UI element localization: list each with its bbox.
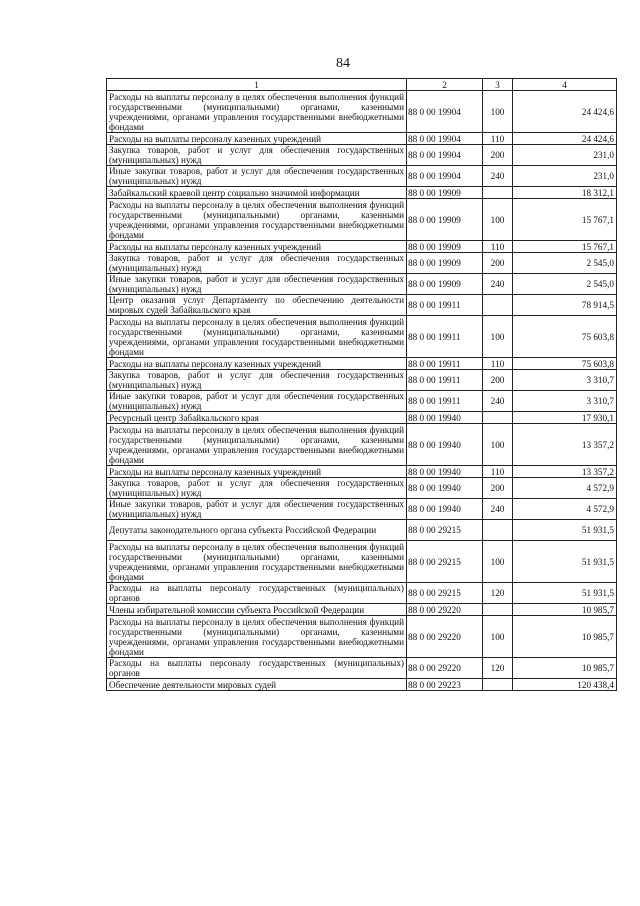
table-row	[107, 604, 617, 616]
row-name: Забайкальский краевой центр социально значимой информации	[107, 187, 407, 199]
row-type: 110	[483, 133, 513, 145]
row-code: 88 0 00 19904	[407, 145, 483, 166]
row-type: 200	[483, 253, 513, 274]
table-row	[107, 133, 617, 145]
column-header-code: 2	[407, 79, 483, 91]
row-type: 240	[483, 166, 513, 187]
table-row	[107, 658, 617, 679]
row-type: 240	[483, 499, 513, 520]
row-type: 100	[483, 424, 513, 466]
table-row	[107, 478, 617, 499]
row-type: 100	[483, 541, 513, 583]
table-row	[107, 391, 617, 412]
row-code: 88 0 00 19911	[407, 295, 483, 316]
row-type	[483, 679, 513, 691]
row-type: 200	[483, 478, 513, 499]
table-row	[107, 295, 617, 316]
row-amount: 10 985,7	[513, 658, 617, 679]
row-code: 88 0 00 19909	[407, 241, 483, 253]
row-code: 88 0 00 29220	[407, 658, 483, 679]
row-type: 200	[483, 370, 513, 391]
row-type: 200	[483, 145, 513, 166]
row-code: 88 0 00 19904	[407, 133, 483, 145]
row-name: Ресурсный центр Забайкальского края	[107, 412, 407, 424]
row-amount: 75 603,8	[513, 316, 617, 358]
row-amount: 15 767,1	[513, 199, 617, 241]
row-code: 88 0 00 19909	[407, 199, 483, 241]
row-name: Расходы на выплаты персоналу в целях обеспечения выполнения функций государственными (муниципальными) органами, казенными учреждениями, органами управления государственными внебюджетными фондами	[107, 199, 407, 241]
row-amount: 75 603,8	[513, 358, 617, 370]
row-amount: 17 930,1	[513, 412, 617, 424]
row-type	[483, 295, 513, 316]
row-name: Расходы на выплаты персоналу в целях обеспечения выполнения функций государственными (муниципальными) органами, казенными учреждениями, органами управления государственными внебюджетными фондами	[107, 424, 407, 466]
row-name: Иные закупки товаров, работ и услуг для обеспечения государственных (муниципальных) нужд	[107, 166, 407, 187]
row-name: Расходы на выплаты персоналу в целях обеспечения выполнения функций государственными (муниципальными) органами, казенными учреждениями, органами управления государственными внебюджетными фондами	[107, 541, 407, 583]
table-row	[107, 412, 617, 424]
table-row	[107, 274, 617, 295]
row-name: Иные закупки товаров, работ и услуг для обеспечения государственных (муниципальных) нужд	[107, 391, 407, 412]
table-header-row	[107, 79, 617, 91]
row-amount: 24 424,6	[513, 133, 617, 145]
row-type: 100	[483, 199, 513, 241]
row-type: 100	[483, 616, 513, 658]
row-code: 88 0 00 19940	[407, 478, 483, 499]
row-type	[483, 520, 513, 541]
row-code: 88 0 00 19940	[407, 412, 483, 424]
row-code: 88 0 00 29220	[407, 604, 483, 616]
row-type: 120	[483, 658, 513, 679]
row-amount: 231,0	[513, 145, 617, 166]
row-amount: 3 310,7	[513, 370, 617, 391]
row-amount: 231,0	[513, 166, 617, 187]
row-code: 88 0 00 19911	[407, 370, 483, 391]
table-row	[107, 316, 617, 358]
row-amount: 4 572,9	[513, 499, 617, 520]
column-header-name: 1	[107, 79, 407, 91]
row-name: Расходы на выплаты персоналу государственных (муниципальных) органов	[107, 583, 407, 604]
row-name: Иные закупки товаров, работ и услуг для обеспечения государственных (муниципальных) нужд	[107, 499, 407, 520]
row-name: Закупка товаров, работ и услуг для обеспечения государственных (муниципальных) нужд	[107, 253, 407, 274]
row-name: Расходы на выплаты персоналу в целях обеспечения выполнения функций государственными (муниципальными) органами, казенными учреждениями, органами управления государственными внебюджетными фондами	[107, 616, 407, 658]
row-code: 88 0 00 19940	[407, 424, 483, 466]
row-amount: 3 310,7	[513, 391, 617, 412]
row-type: 110	[483, 358, 513, 370]
table-row	[107, 199, 617, 241]
row-code: 88 0 00 19940	[407, 499, 483, 520]
row-type: 110	[483, 241, 513, 253]
table-row	[107, 370, 617, 391]
row-name: Члены избирательной комиссии субъекта Российской Федерации	[107, 604, 407, 616]
row-type	[483, 604, 513, 616]
page-number: 84	[336, 56, 350, 71]
row-type: 110	[483, 466, 513, 478]
row-name: Расходы на выплаты персоналу казенных учреждений	[107, 133, 407, 145]
row-code: 88 0 00 29215	[407, 520, 483, 541]
row-amount: 10 985,7	[513, 616, 617, 658]
row-code: 88 0 00 29223	[407, 679, 483, 691]
row-name: Закупка товаров, работ и услуг для обеспечения государственных (муниципальных) нужд	[107, 145, 407, 166]
table-row	[107, 145, 617, 166]
row-code: 88 0 00 19904	[407, 91, 483, 133]
table-row	[107, 616, 617, 658]
row-amount: 78 914,5	[513, 295, 617, 316]
row-amount: 13 357,2	[513, 424, 617, 466]
table-row	[107, 583, 617, 604]
row-amount: 10 985,7	[513, 604, 617, 616]
table-row	[107, 253, 617, 274]
row-amount: 2 545,0	[513, 253, 617, 274]
row-name: Депутаты законодательного органа субъекта Российской Федерации	[107, 520, 407, 541]
table-row	[107, 466, 617, 478]
column-header-amount: 4	[513, 79, 617, 91]
row-name: Центр оказания услуг Департаменту по обеспечению деятельности мировых судей Забайкальского края	[107, 295, 407, 316]
row-code: 88 0 00 19911	[407, 391, 483, 412]
row-code: 88 0 00 19911	[407, 358, 483, 370]
row-name: Обеспечение деятельности мировых судей	[107, 679, 407, 691]
row-name: Расходы на выплаты персоналу казенных учреждений	[107, 358, 407, 370]
table-row	[107, 166, 617, 187]
row-type: 240	[483, 391, 513, 412]
row-amount: 4 572,9	[513, 478, 617, 499]
row-name: Закупка товаров, работ и услуг для обеспечения государственных (муниципальных) нужд	[107, 370, 407, 391]
row-name: Расходы на выплаты персоналу государственных (муниципальных) органов	[107, 658, 407, 679]
row-type: 120	[483, 583, 513, 604]
row-code: 88 0 00 19904	[407, 166, 483, 187]
row-type: 100	[483, 91, 513, 133]
row-code: 88 0 00 19940	[407, 466, 483, 478]
row-code: 88 0 00 19909	[407, 274, 483, 295]
row-name: Расходы на выплаты персоналу в целях обеспечения выполнения функций государственными (муниципальными) органами, казенными учреждениями, органами управления государственными внебюджетными фондами	[107, 316, 407, 358]
row-amount: 2 545,0	[513, 274, 617, 295]
table-row	[107, 187, 617, 199]
row-amount: 51 931,5	[513, 583, 617, 604]
row-code: 88 0 00 29215	[407, 541, 483, 583]
row-code: 88 0 00 19911	[407, 316, 483, 358]
table-row	[107, 520, 617, 541]
row-name: Закупка товаров, работ и услуг для обеспечения государственных (муниципальных) нужд	[107, 478, 407, 499]
row-type	[483, 412, 513, 424]
table-row	[107, 91, 617, 133]
budget-table	[106, 78, 617, 691]
column-header-type: 3	[483, 79, 513, 91]
row-amount: 51 931,5	[513, 541, 617, 583]
row-name: Расходы на выплаты персоналу в целях обеспечения выполнения функций государственными (муниципальными) органами, казенными учреждениями, органами управления государственными внебюджетными фондами	[107, 91, 407, 133]
row-amount: 13 357,2	[513, 466, 617, 478]
row-code: 88 0 00 19909	[407, 253, 483, 274]
table-row	[107, 499, 617, 520]
table-row	[107, 241, 617, 253]
row-name: Расходы на выплаты персоналу казенных учреждений	[107, 241, 407, 253]
row-amount: 120 438,4	[513, 679, 617, 691]
row-amount: 18 312,1	[513, 187, 617, 199]
row-type	[483, 187, 513, 199]
row-code: 88 0 00 29220	[407, 616, 483, 658]
row-code: 88 0 00 19909	[407, 187, 483, 199]
table-row	[107, 358, 617, 370]
row-code: 88 0 00 29215	[407, 583, 483, 604]
row-type: 240	[483, 274, 513, 295]
row-amount: 15 767,1	[513, 241, 617, 253]
table-row	[107, 541, 617, 583]
row-amount: 51 931,5	[513, 520, 617, 541]
table-row	[107, 679, 617, 691]
row-name: Расходы на выплаты персоналу казенных учреждений	[107, 466, 407, 478]
row-amount: 24 424,6	[513, 91, 617, 133]
row-type: 100	[483, 316, 513, 358]
table-row	[107, 424, 617, 466]
row-name: Иные закупки товаров, работ и услуг для обеспечения государственных (муниципальных) нужд	[107, 274, 407, 295]
